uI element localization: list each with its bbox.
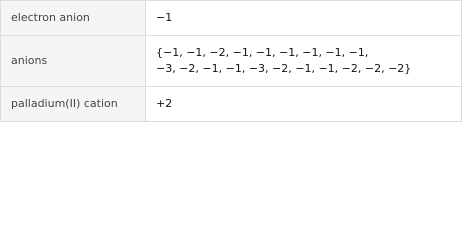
table-row — [1, 36, 462, 87]
row-value-anions — [146, 36, 462, 87]
table-row — [1, 1, 462, 36]
value-line: {−1, −1, −2, −1, −1, −1, −1, −1, −1, — [156, 46, 369, 59]
row-value-palladium-cation — [146, 87, 462, 122]
row-label-anions: anions — [1, 36, 146, 87]
table-row — [1, 87, 462, 122]
row-value-electron-anion — [146, 1, 462, 36]
value-line: −3, −2, −1, −1, −3, −2, −1, −1, −2, −2, −2} — [156, 62, 412, 75]
row-label-palladium-cation: palladium(II) cation — [1, 87, 146, 122]
row-label-electron-anion: electron anion — [1, 1, 146, 36]
value-line: +2 — [156, 97, 173, 110]
value-line: −1 — [156, 11, 173, 24]
